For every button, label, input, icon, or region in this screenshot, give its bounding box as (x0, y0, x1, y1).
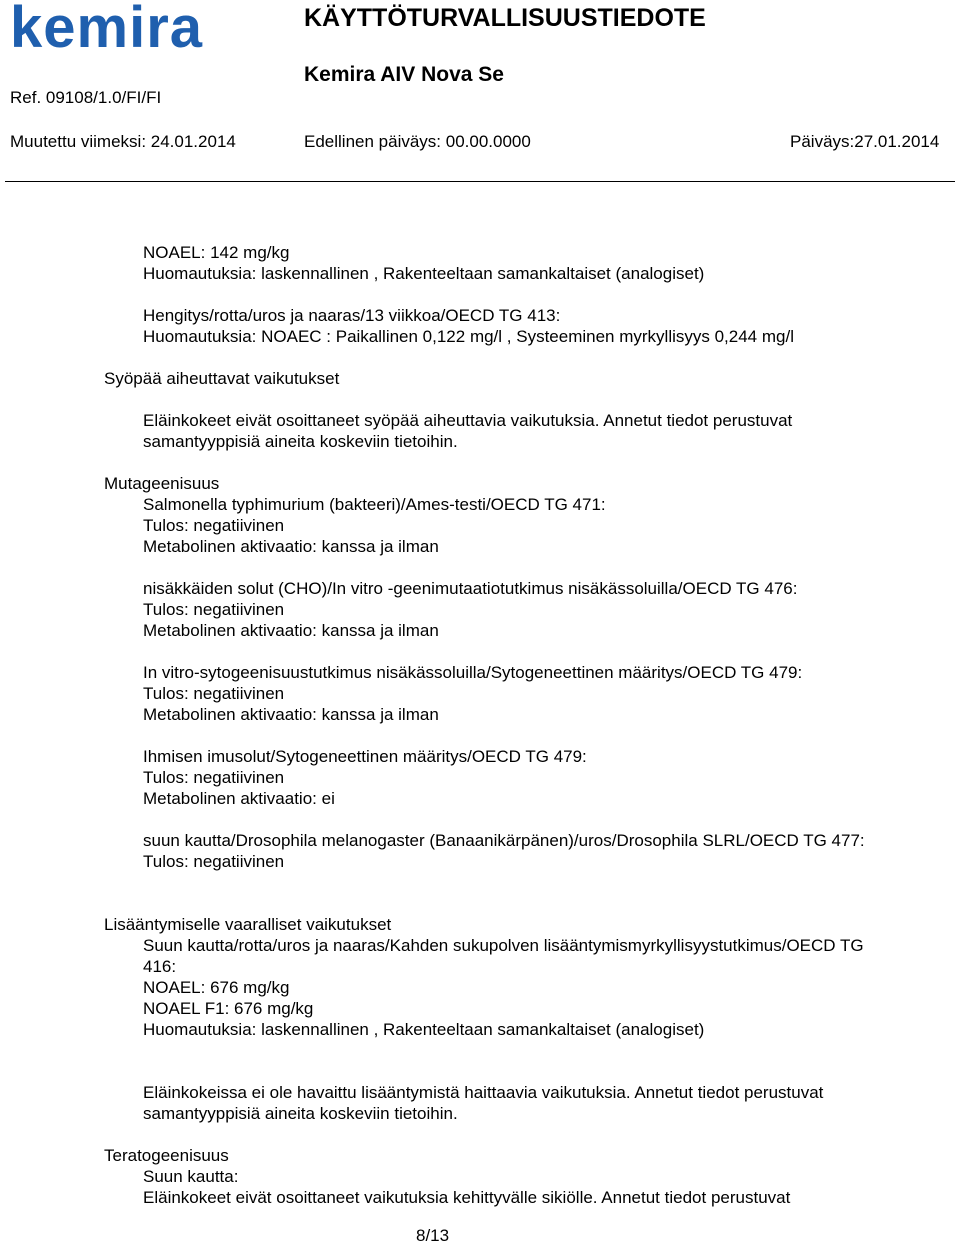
text-line: Suun kautta/rotta/uros ja naaras/Kahden sukupolven lisääntymismyrkyllisyystutkimus/OECD TG (143, 936, 864, 955)
text-line: nisäkkäiden solut (CHO)/In vitro -geenimutaatiotutkimus nisäkässoluilla/OECD TG 476: (143, 579, 798, 598)
text-line: samantyyppisiä aineita koskeviin tietoihin. (143, 432, 458, 451)
text-line: Ihmisen imusolut/Sytogeneettinen määritys/OECD TG 479: (143, 747, 587, 766)
kemira-logo: kemira (10, 0, 204, 60)
text-line: Tulos: negatiivinen (143, 600, 285, 619)
text-line: samantyyppisiä aineita koskeviin tietoihin. (143, 1104, 458, 1123)
text-line: Eläinkokeet eivät osoittaneet syöpää aiheuttavia vaikutuksia. Annetut tiedot perustuvat (143, 411, 793, 430)
text-line: Eläinkokeet eivät osoittaneet vaikutuksia kehittyvälle sikiölle. Annetut tiedot perustuvat (143, 1188, 791, 1207)
text-line: In vitro-sytogeenisuustutkimus nisäkässoluilla/Sytogeneettinen määritys/OECD TG 479: (143, 663, 803, 682)
text-line: Tulos: negatiivinen (143, 516, 285, 535)
text-line: Tulos: negatiivinen (143, 768, 285, 787)
reference-number: Ref. 09108/1.0/FI/FI (10, 88, 162, 107)
text-line: Huomautuksia: laskennallinen , Rakenteeltaan samankaltaiset (analogiset) (143, 264, 705, 283)
modified-date: Muutettu viimeksi: 24.01.2014 (10, 132, 236, 151)
header-divider (5, 181, 955, 182)
section-heading-carcinogenicity: Syöpää aiheuttavat vaikutukset (104, 369, 340, 388)
section-heading-teratogenicity: Teratogeenisuus (104, 1146, 229, 1165)
text-line: Huomautuksia: NOAEC : Paikallinen 0,122 mg/l , Systeeminen myrkyllisyys 0,244 mg/l (143, 327, 794, 346)
text-line: 416: (143, 957, 177, 976)
text-line: Metabolinen aktivaatio: ei (143, 789, 335, 808)
text-line: NOAEL F1: 676 mg/kg (143, 999, 314, 1018)
text-line: Tulos: negatiivinen (143, 852, 285, 871)
section-heading-mutagenicity: Mutageenisuus (104, 474, 220, 493)
text-line: NOAEL: 142 mg/kg (143, 243, 290, 262)
text-line: Suun kautta: (143, 1167, 239, 1186)
text-line: Eläinkokeissa ei ole havaittu lisääntymistä haittaavia vaikutuksia. Annetut tiedot perustuvat (143, 1083, 824, 1102)
text-line: Tulos: negatiivinen (143, 684, 285, 703)
product-name: Kemira AIV Nova Se (304, 63, 504, 86)
page-number: 8/13 (416, 1226, 450, 1245)
issue-date: Päiväys:27.01.2014 (790, 132, 940, 151)
text-line: Hengitys/rotta/uros ja naaras/13 viikkoa/OECD TG 413: (143, 306, 561, 325)
text-line: suun kautta/Drosophila melanogaster (Banaanikärpänen)/uros/Drosophila SLRL/OECD TG 477: (143, 831, 865, 850)
text-line: NOAEL: 676 mg/kg (143, 978, 290, 997)
text-line: Metabolinen aktivaatio: kanssa ja ilman (143, 537, 439, 556)
text-line: Metabolinen aktivaatio: kanssa ja ilman (143, 621, 439, 640)
text-line: Metabolinen aktivaatio: kanssa ja ilman (143, 705, 439, 724)
document-title: KÄYTTÖTURVALLISUUSTIEDOTE (304, 4, 706, 32)
previous-date: Edellinen päiväys: 00.00.0000 (304, 132, 531, 151)
text-line: Salmonella typhimurium (bakteeri)/Ames-testi/OECD TG 471: (143, 495, 606, 514)
text-line: Huomautuksia: laskennallinen , Rakenteeltaan samankaltaiset (analogiset) (143, 1020, 705, 1039)
section-heading-reproductive-toxicity: Lisääntymiselle vaaralliset vaikutukset (104, 915, 392, 934)
